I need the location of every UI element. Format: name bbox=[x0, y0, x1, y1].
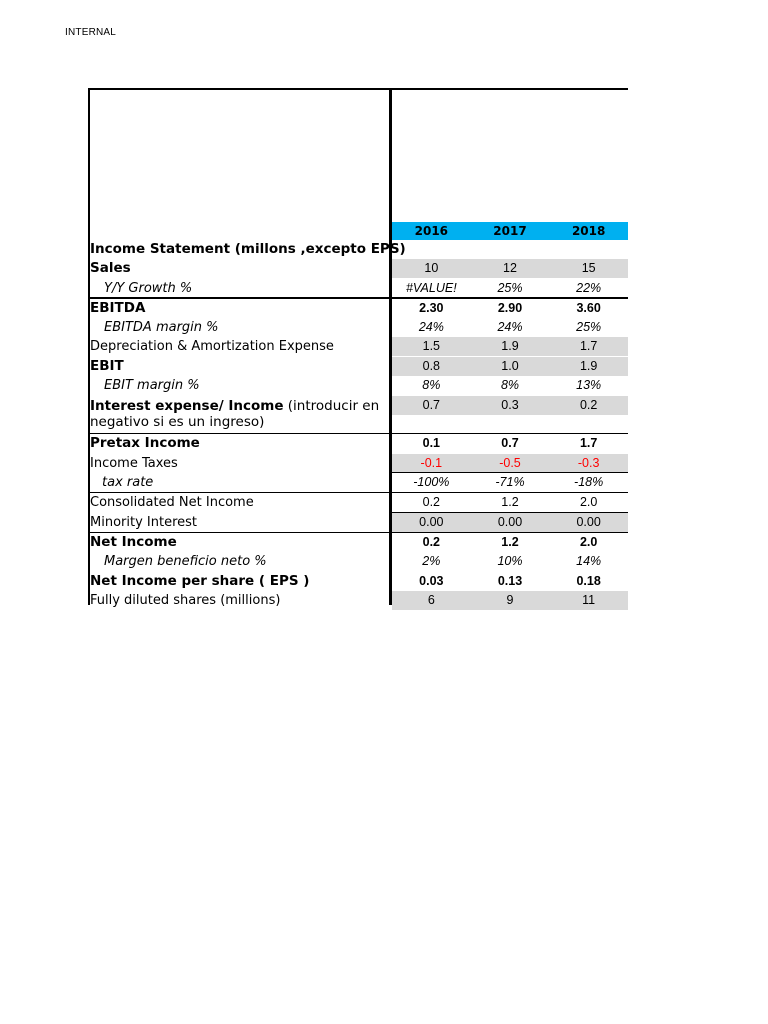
sheet-top-border bbox=[88, 88, 628, 90]
row-label[interactable] bbox=[90, 552, 402, 571]
statement-row bbox=[88, 552, 628, 571]
value-cell-2017[interactable]: 1.2 bbox=[501, 495, 519, 510]
row-values bbox=[392, 376, 628, 395]
value-cell-2016[interactable]: #VALUE! bbox=[405, 280, 457, 295]
value-cell-2017[interactable]: -0.5 bbox=[499, 455, 521, 470]
value-cell-2018[interactable]: -18% bbox=[574, 475, 604, 490]
value-cell-2017[interactable]: 8% bbox=[500, 378, 520, 393]
row-values bbox=[392, 434, 628, 453]
row-label-text: Depreciation & Amortization Expense bbox=[90, 339, 334, 355]
value-cell-2018[interactable]: 1.7 bbox=[579, 339, 598, 354]
value-cell-2017[interactable]: 0.13 bbox=[497, 573, 523, 588]
row-label-text: Interest expense/ Income bbox=[90, 397, 284, 414]
internal-classification-label: INTERNAL bbox=[65, 27, 117, 38]
row-label-text: EBITDA bbox=[90, 299, 146, 316]
row-label[interactable] bbox=[90, 259, 388, 278]
value-cell-2016[interactable]: 10 bbox=[424, 261, 439, 276]
statement-row bbox=[88, 299, 628, 318]
value-cell-2017[interactable]: 9 bbox=[506, 593, 514, 608]
row-label-note: (introducir en negativo si es un ingreso) bbox=[90, 397, 380, 430]
statement-row bbox=[88, 337, 628, 356]
value-cell-2016[interactable]: 0.2 bbox=[422, 535, 441, 550]
row-label-text: Income Taxes bbox=[90, 455, 178, 471]
value-cell-2016[interactable]: -100% bbox=[413, 475, 450, 490]
year-header-2018[interactable]: 2018 bbox=[571, 224, 606, 238]
row-values bbox=[392, 357, 628, 376]
value-cell-2016[interactable]: 2.30 bbox=[419, 300, 444, 315]
value-cell-2018[interactable]: 2.0 bbox=[579, 495, 598, 510]
row-label-text: tax rate bbox=[102, 475, 154, 491]
statement-row bbox=[88, 533, 628, 552]
value-cell-2016[interactable]: 0.03 bbox=[419, 573, 444, 588]
row-label-text: Fully diluted shares (millions) bbox=[90, 593, 281, 609]
statement-row bbox=[88, 513, 628, 532]
row-values bbox=[392, 337, 628, 356]
statement-row bbox=[88, 357, 628, 376]
value-cell-2018[interactable]: 3.60 bbox=[576, 300, 601, 315]
statement-row bbox=[88, 240, 628, 259]
row-label[interactable] bbox=[90, 493, 388, 512]
row-values bbox=[392, 552, 628, 571]
row-values bbox=[392, 454, 628, 473]
value-cell-2016[interactable]: 0.8 bbox=[422, 358, 441, 373]
row-label[interactable] bbox=[90, 572, 388, 591]
row-label[interactable] bbox=[90, 318, 402, 337]
row-label-text: EBITDA margin % bbox=[104, 320, 219, 336]
value-cell-2017[interactable]: 24% bbox=[497, 320, 523, 335]
value-cell-2017[interactable]: 1.0 bbox=[501, 358, 519, 373]
statement-row bbox=[88, 376, 628, 395]
row-label-text: Minority Interest bbox=[90, 515, 197, 531]
value-cell-2017[interactable]: 0.3 bbox=[501, 397, 519, 412]
value-cell-2016[interactable]: 6 bbox=[427, 593, 435, 608]
row-label[interactable] bbox=[90, 533, 388, 552]
row-label-text: Consolidated Net Income bbox=[90, 495, 254, 511]
year-header-bar bbox=[392, 222, 628, 240]
row-label[interactable] bbox=[90, 513, 388, 532]
row-values bbox=[392, 591, 628, 610]
value-cell-2018[interactable]: 25% bbox=[576, 320, 602, 335]
value-cell-2016[interactable]: 0.7 bbox=[422, 397, 441, 412]
value-cell-2017[interactable]: 0.00 bbox=[497, 515, 523, 530]
value-cell-2018[interactable]: 14% bbox=[576, 554, 602, 569]
row-values bbox=[392, 473, 628, 492]
statement-row bbox=[88, 318, 628, 337]
value-cell-2016[interactable]: 0.00 bbox=[419, 515, 444, 530]
value-cell-2017[interactable]: -71% bbox=[495, 475, 525, 490]
row-label-text: EBIT bbox=[90, 357, 124, 374]
statement-row bbox=[88, 279, 628, 298]
value-cell-2018[interactable]: 11 bbox=[582, 593, 596, 608]
value-cell-2018[interactable]: 0.00 bbox=[576, 515, 601, 530]
row-values bbox=[392, 396, 628, 415]
row-label[interactable] bbox=[90, 376, 402, 395]
value-cell-2017[interactable]: 0.7 bbox=[501, 436, 519, 451]
row-label[interactable] bbox=[90, 240, 406, 259]
row-label[interactable] bbox=[90, 357, 388, 376]
row-label-text: Y/Y Growth % bbox=[104, 280, 193, 296]
row-label[interactable] bbox=[90, 398, 388, 430]
year-header-2017[interactable]: 2017 bbox=[493, 224, 527, 238]
income-statement-sheet bbox=[88, 88, 628, 609]
row-label[interactable] bbox=[90, 299, 388, 318]
statement-row bbox=[88, 493, 628, 512]
statement-row bbox=[88, 591, 628, 610]
row-values bbox=[392, 513, 628, 532]
value-cell-2018[interactable]: 0.2 bbox=[579, 397, 598, 412]
value-cell-2018[interactable]: 2.0 bbox=[579, 535, 598, 550]
value-cell-2018[interactable]: 13% bbox=[576, 378, 602, 393]
value-cell-2017[interactable]: 25% bbox=[497, 280, 523, 295]
value-cell-2016[interactable]: 8% bbox=[422, 378, 441, 393]
value-cell-2017[interactable]: 1.9 bbox=[501, 339, 519, 354]
value-cell-2018[interactable]: 1.9 bbox=[579, 358, 598, 373]
statement-row bbox=[88, 434, 628, 453]
row-values bbox=[392, 299, 628, 318]
row-values bbox=[392, 259, 628, 278]
row-label[interactable] bbox=[90, 473, 400, 492]
value-cell-2016[interactable]: 1.5 bbox=[422, 339, 441, 354]
row-label-text: Pretax Income bbox=[90, 435, 200, 452]
value-cell-2018[interactable]: 0.18 bbox=[576, 573, 601, 588]
value-cell-2018[interactable]: 15 bbox=[581, 261, 596, 276]
row-label[interactable] bbox=[90, 591, 388, 610]
value-cell-2017[interactable]: 1.2 bbox=[501, 535, 519, 550]
value-cell-2016[interactable]: 24% bbox=[418, 320, 444, 335]
row-label-text: Margen beneficio neto % bbox=[104, 554, 267, 570]
value-cell-2017[interactable]: 12 bbox=[503, 261, 517, 276]
row-values bbox=[392, 279, 628, 298]
statement-row bbox=[88, 454, 628, 473]
row-label[interactable] bbox=[90, 337, 388, 356]
row-label-text: Net Income per share ( EPS ) bbox=[90, 572, 310, 589]
row-values bbox=[392, 493, 628, 512]
value-cell-2017[interactable]: 10% bbox=[497, 554, 523, 569]
value-cell-2018[interactable]: -0.3 bbox=[577, 455, 600, 470]
row-label-text: Net Income bbox=[90, 534, 177, 551]
row-label[interactable] bbox=[90, 454, 388, 473]
statement-row bbox=[88, 572, 628, 591]
statement-row bbox=[88, 259, 628, 278]
row-values bbox=[392, 533, 628, 552]
value-cell-2016[interactable]: 0.2 bbox=[422, 495, 441, 510]
value-cell-2016[interactable]: -0.1 bbox=[420, 455, 443, 470]
row-label-text: EBIT margin % bbox=[104, 378, 200, 394]
row-values bbox=[392, 572, 628, 591]
statement-rows bbox=[88, 240, 628, 611]
row-label[interactable] bbox=[90, 279, 402, 298]
value-cell-2016[interactable]: 2% bbox=[422, 554, 441, 569]
row-label-text: Sales bbox=[90, 260, 131, 277]
value-cell-2016[interactable]: 0.1 bbox=[422, 436, 441, 451]
year-header-2016[interactable]: 2016 bbox=[414, 224, 449, 238]
value-cell-2018[interactable]: 1.7 bbox=[579, 436, 598, 451]
value-cell-2018[interactable]: 22% bbox=[576, 280, 602, 295]
statement-row bbox=[88, 473, 628, 492]
statement-row bbox=[88, 396, 628, 434]
row-label-text: Income Statement (millons ,excepto EPS) bbox=[90, 241, 406, 257]
value-cell-2017[interactable]: 2.90 bbox=[497, 300, 523, 315]
row-values bbox=[392, 318, 628, 337]
row-label[interactable] bbox=[90, 434, 388, 453]
